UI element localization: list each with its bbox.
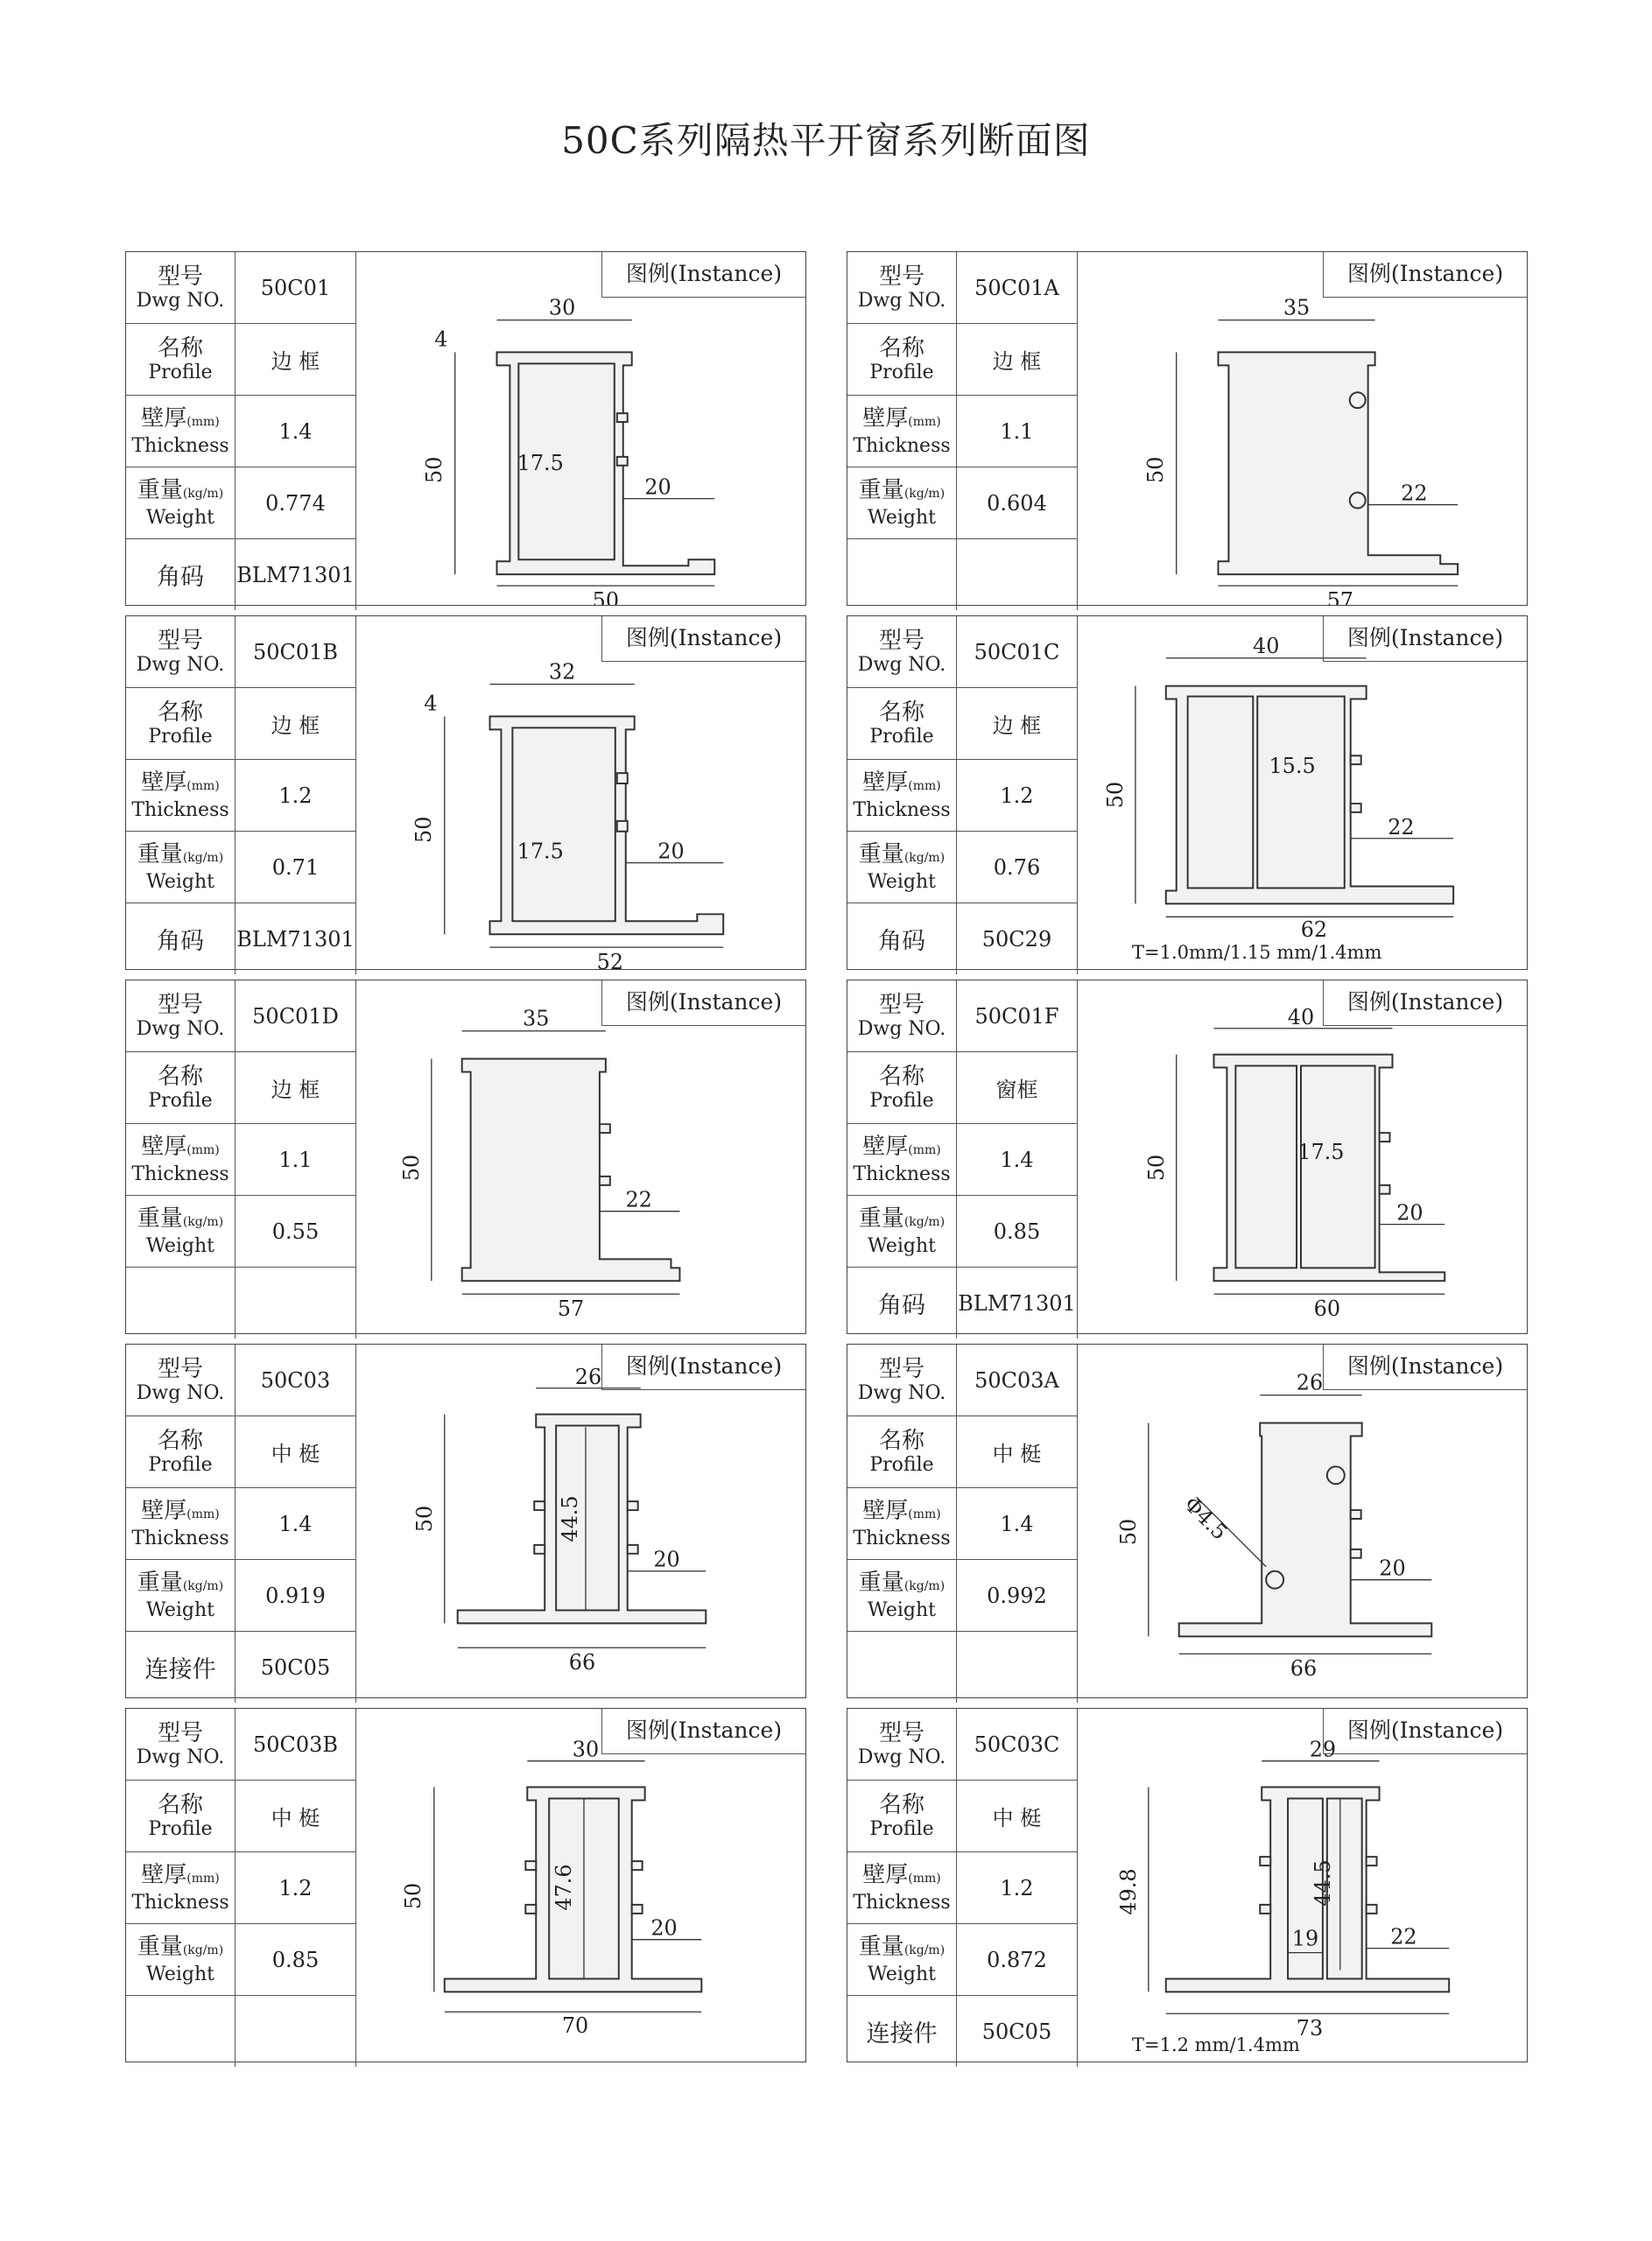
profile-value: 边 框 [235,688,356,760]
dimension-label: 50 [411,1505,437,1533]
profile-drawing [356,252,805,605]
dimension-label: 35 [1283,295,1311,320]
thickness-value: 1.4 [235,1488,356,1560]
profile-drawing [1078,252,1527,605]
weight-value: 0.919 [235,1560,356,1632]
spec-table [847,1345,1078,1703]
dimension-label: 70 [561,2013,589,2039]
weight-value: 0.604 [957,467,1078,539]
weight-label: 重量(kg/m) Weight [126,1924,235,1996]
spec-table [126,1345,356,1703]
dimension-label: 50 [1103,781,1128,809]
thickness-label: 壁厚(mm) Thickness [847,1852,957,1924]
dwg-value: 50C01B [235,616,356,688]
extra-value [235,1996,356,2068]
dimension-label: 20 [1379,1556,1406,1581]
extra-label [847,1632,957,1704]
spec-table [126,980,356,1338]
thickness-label: 壁厚(mm) Thickness [126,760,235,832]
dimension-label: 20 [657,839,685,864]
dimension-label: 50 [1142,456,1168,483]
profile-label: 名称 Profile [126,688,235,760]
dimension-label: 17.5 [517,839,564,864]
dimension-label: 26 [574,1364,602,1389]
dimension-label: 35 [523,1006,550,1031]
dwg-label: 型号 Dwg NO. [847,252,957,324]
weight-label: 重量(kg/m) Weight [126,832,235,903]
weight-value: 0.71 [235,832,356,903]
profile-label: 名称 Profile [126,1416,235,1488]
profile-section-svg [1078,616,1527,969]
dimension-label: 49.8 [1115,1868,1141,1915]
profile-drawing [356,1709,805,2062]
weight-label: 重量(kg/m) Weight [847,1560,957,1632]
spec-table [126,616,356,974]
dimension-label: 50 [398,1154,424,1182]
instance-label: 图例(Instance) [601,616,805,662]
profile-section-svg [1078,980,1527,1333]
profile-label: 名称 Profile [126,1052,235,1124]
dimension-label: 50 [400,1882,425,1910]
dimension-label: 62 [1300,917,1328,943]
spec-table [126,1709,356,2067]
weight-label: 重量(kg/m) Weight [847,832,957,903]
dimension-label: Φ4.5 [1178,1492,1233,1545]
extra-label: 连接件 [126,1632,235,1704]
extra-value [235,1268,356,1339]
dimension-label: 50 [1115,1518,1141,1546]
extra-value: BLM71301 [957,1268,1078,1339]
instance-label: 图例(Instance) [1323,616,1527,662]
extra-label [126,1268,235,1339]
dimension-label: 32 [548,659,576,685]
dimension-label: 17.5 [1297,1139,1345,1164]
dwg-label: 型号 Dwg NO. [847,1709,957,1781]
weight-label: 重量(kg/m) Weight [847,1196,957,1268]
dimension-label: 20 [650,1915,678,1941]
spec-table [847,1709,1078,2067]
thickness-label: 壁厚(mm) Thickness [126,396,235,467]
dimension-label: 29 [1309,1737,1337,1762]
dwg-label: 型号 Dwg NO. [126,1709,235,1781]
spec-table [847,616,1078,974]
dimension-label: 57 [557,1296,585,1322]
dimension-label: 20 [644,474,671,500]
extra-value: 50C29 [957,903,1078,975]
profile-value: 窗框 [957,1052,1078,1124]
instance-label: 图例(Instance) [1323,252,1527,298]
thickness-label: 壁厚(mm) Thickness [847,396,957,467]
dimension-label: 22 [1390,1924,1417,1949]
profile-section-svg [356,1345,805,1697]
dimension-label: 50 [592,587,620,605]
thickness-note: T=1.0mm/1.15 mm/1.4mm [1132,942,1382,963]
dimension-label: 19 [1291,1926,1319,1951]
dwg-label: 型号 Dwg NO. [126,252,235,324]
profile-value: 边 框 [235,1052,356,1124]
dimension-label: 66 [568,1650,596,1675]
profile-drawing [1078,1709,1527,2062]
dimension-label: 20 [653,1547,680,1572]
extra-value: BLM71301 [235,903,356,975]
dimension-label: 60 [1313,1296,1341,1322]
profile-section-svg [1078,252,1527,605]
profile-card [847,980,1528,1334]
dimension-label: 50 [421,456,446,483]
thickness-value: 1.2 [957,760,1078,832]
dimension-label: 50 [411,816,436,843]
instance-label: 图例(Instance) [601,1345,805,1390]
profile-value: 边 框 [957,324,1078,396]
profile-drawing [1078,1345,1527,1697]
dimension-label: 26 [1296,1370,1324,1395]
instance-label: 图例(Instance) [1323,1345,1527,1390]
weight-value: 0.85 [957,1196,1078,1268]
dwg-value: 50C01D [235,980,356,1052]
profile-section-svg [356,980,805,1333]
dimension-label: 47.6 [552,1864,577,1911]
weight-label: 重量(kg/m) Weight [847,467,957,539]
profile-label: 名称 Profile [847,688,957,760]
thickness-value: 1.4 [957,1124,1078,1196]
profile-drawing [1078,980,1527,1333]
extra-label: 角码 [126,539,235,611]
thickness-note: T=1.2 mm/1.4mm [1132,2034,1300,2055]
extra-label: 角码 [126,903,235,975]
thickness-value: 1.2 [235,760,356,832]
dimension-label: 17.5 [517,450,564,475]
dimension-label: 15.5 [1269,754,1316,779]
thickness-label: 壁厚(mm) Thickness [847,1488,957,1560]
instance-label: 图例(Instance) [601,252,805,298]
profile-card [125,980,806,1334]
weight-label: 重量(kg/m) Weight [126,1560,235,1632]
thickness-value: 1.1 [957,396,1078,467]
extra-value [957,539,1078,611]
dimension-label: 30 [572,1737,600,1762]
thickness-label: 壁厚(mm) Thickness [847,1124,957,1196]
weight-label: 重量(kg/m) Weight [126,1196,235,1268]
profile-card [847,1344,1528,1698]
dwg-label: 型号 Dwg NO. [126,980,235,1052]
spec-table [126,252,356,610]
profile-drawing [356,980,805,1333]
profile-section-svg [356,1709,805,2062]
dwg-label: 型号 Dwg NO. [847,1345,957,1416]
profile-section-svg [1078,1709,1527,2062]
thickness-label: 壁厚(mm) Thickness [126,1488,235,1560]
dimension-label: 40 [1287,1004,1315,1029]
dwg-label: 型号 Dwg NO. [126,616,235,688]
dwg-label: 型号 Dwg NO. [126,1345,235,1416]
profile-value: 边 框 [235,324,356,396]
dimension-label: 57 [1326,587,1353,605]
profile-card [125,615,806,970]
extra-value: BLM71301 [235,539,356,611]
extra-label: 角码 [847,1268,957,1339]
extra-label: 角码 [847,903,957,975]
profile-section-svg [356,252,805,605]
thickness-value: 1.4 [235,396,356,467]
extra-value [957,1632,1078,1704]
dwg-label: 型号 Dwg NO. [847,980,957,1052]
weight-value: 0.992 [957,1560,1078,1632]
dimension-label: 20 [1396,1200,1424,1226]
weight-value: 0.774 [235,467,356,539]
page-title: 50C系列隔热平开窗系列断面图 [561,119,1091,162]
dwg-value: 50C01F [957,980,1078,1052]
dwg-value: 50C01C [957,616,1078,688]
dimension-label: 50 [1143,1154,1169,1182]
profile-value: 边 框 [957,688,1078,760]
dimension-label: 4 [424,691,438,716]
extra-value: 50C05 [235,1632,356,1704]
dimension-label: 52 [596,950,624,969]
profile-label: 名称 Profile [847,1416,957,1488]
spec-table [847,980,1078,1338]
dimension-label: 22 [1388,814,1415,839]
weight-label: 重量(kg/m) Weight [126,467,235,539]
profile-label: 名称 Profile [847,1052,957,1124]
dwg-value: 50C03B [235,1709,356,1781]
profile-label: 名称 Profile [847,324,957,396]
dwg-value: 50C01 [235,252,356,324]
extra-label [847,539,957,611]
profile-card [847,615,1528,970]
profile-label: 名称 Profile [126,324,235,396]
dwg-value: 50C03C [957,1709,1078,1781]
thickness-label: 壁厚(mm) Thickness [126,1852,235,1924]
dimension-label: 30 [548,295,576,320]
weight-label: 重量(kg/m) Weight [847,1924,957,1996]
thickness-label: 壁厚(mm) Thickness [847,760,957,832]
thickness-value: 1.2 [235,1852,356,1924]
thickness-value: 1.4 [957,1488,1078,1560]
profile-card [125,1708,806,2062]
instance-label: 图例(Instance) [1323,1709,1527,1754]
dwg-value: 50C01A [957,252,1078,324]
instance-label: 图例(Instance) [1323,980,1527,1026]
profile-value: 中 梃 [235,1416,356,1488]
weight-value: 0.872 [957,1924,1078,1996]
extra-label [126,1996,235,2068]
extra-value: 50C05 [957,1996,1078,2068]
profile-card [125,251,806,606]
dimension-label: 4 [434,327,448,352]
profile-value: 中 梃 [235,1781,356,1852]
profile-section-svg [356,616,805,969]
instance-label: 图例(Instance) [601,980,805,1026]
dimension-label: 66 [1290,1656,1318,1682]
profile-card [125,1344,806,1698]
extra-label: 连接件 [847,1996,957,2068]
instance-label: 图例(Instance) [601,1709,805,1754]
profile-card [847,1708,1528,2062]
dwg-label: 型号 Dwg NO. [847,616,957,688]
thickness-value: 1.1 [235,1124,356,1196]
profile-value: 中 梃 [957,1781,1078,1852]
profile-section-svg [1078,1345,1527,1697]
dwg-value: 50C03 [235,1345,356,1416]
dimension-label: 73 [1296,2016,1324,2041]
weight-value: 0.76 [957,832,1078,903]
thickness-label: 壁厚(mm) Thickness [126,1124,235,1196]
dimension-label: 22 [625,1187,652,1212]
dwg-value: 50C03A [957,1345,1078,1416]
weight-value: 0.85 [235,1924,356,1996]
dimension-label: 22 [1401,481,1428,506]
spec-table [847,252,1078,610]
profile-label: 名称 Profile [847,1781,957,1852]
weight-value: 0.55 [235,1196,356,1268]
dimension-label: 40 [1253,633,1280,658]
profile-drawing [1078,616,1527,969]
thickness-value: 1.2 [957,1852,1078,1924]
dimension-label: 44.5 [558,1495,583,1542]
profile-drawing [356,616,805,969]
profile-value: 中 梃 [957,1416,1078,1488]
dimension-label: 44.5 [1310,1859,1335,1907]
profile-card [847,251,1528,606]
profile-label: 名称 Profile [126,1781,235,1852]
profile-drawing [356,1345,805,1697]
